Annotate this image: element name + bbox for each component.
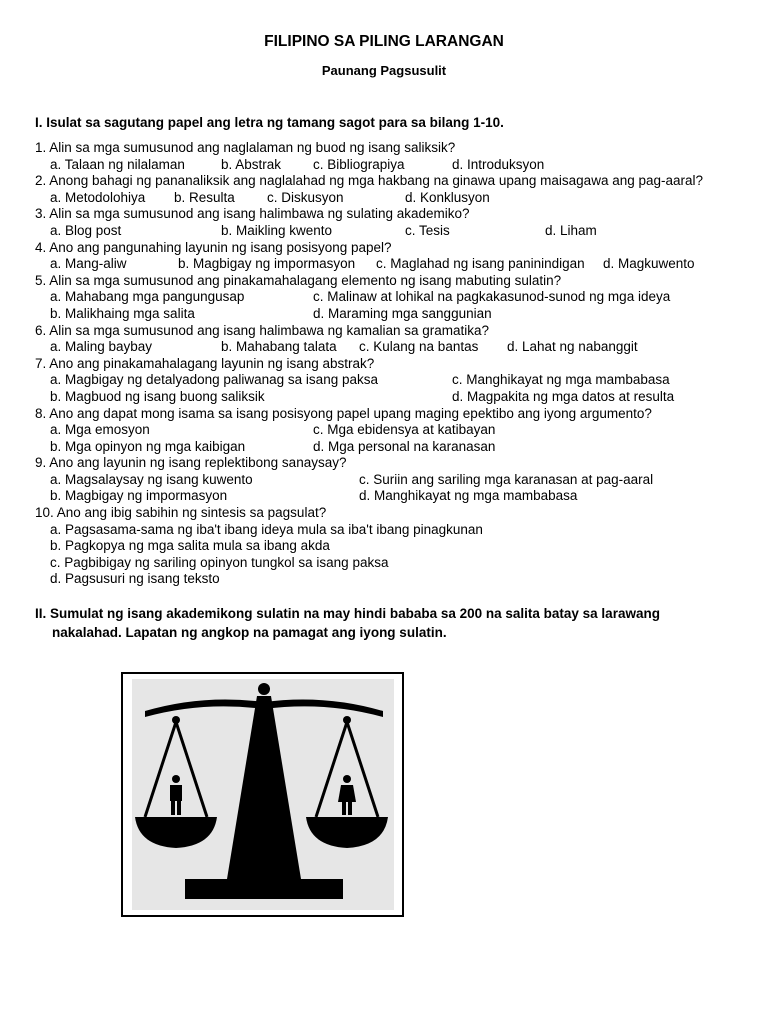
figure-frame [121,672,404,917]
choice-a: a. Maling baybay [50,339,153,355]
choice-b: b. Mahabang talata [221,339,337,355]
choices-row [35,339,755,356]
choice-d: d. Manghikayat ng mga mambabasa [359,488,578,504]
choice-d: d. Liham [545,222,597,238]
question-text: 8. Ano ang dapat mong isama sa isang posisyong papel upang maging epektibo ang iyong argumento? [35,405,652,421]
choice-b: b. Abstrak [221,156,282,172]
question-4 [35,240,755,257]
choice-a: a. Mga emosyon [50,422,150,438]
choice-d: d. Konklusyon [405,189,490,205]
question-text: 6. Alin sa mga sumusunod ang isang halimbawa ng kamalian sa gramatika? [35,322,490,338]
choices-row [35,488,755,505]
choice-c: c. Kulang na bantas [359,339,479,355]
choice-c: c. Maglahad ng isang paninindigan [376,256,585,272]
question-5 [35,273,755,290]
question-text: 4. Ano ang pangunahing layunin ng isang posisyong papel? [35,239,392,255]
choices-row [35,571,755,588]
choice-c: c. Suriin ang sariling mga karanasan at pag-aaral [359,471,654,487]
choice-d: d. Maraming mga sanggunian [313,305,492,321]
page-subtitle: Paunang Pagsusulit [321,63,447,78]
choice-c: c. Mga ebidensya at katibayan [313,422,496,438]
choices-row [35,472,755,489]
choice-a: a. Metodolohiya [50,189,146,205]
choices-row [35,157,755,174]
question-text: 3. Alin sa mga sumusunod ang isang halimbawa ng sulating akademiko? [35,206,470,222]
question-7 [35,356,755,373]
choice-a: a. Talaan ng nilalaman [50,156,185,172]
question-1 [35,140,755,157]
choices-row [35,555,755,572]
section1-instruction: I. Isulat sa sagutang papel ang letra ng tamang sagot para sa bilang 1-10. [35,115,504,130]
choice-b: b. Resulta [174,189,235,205]
choice-c: c. Diskusyon [267,189,344,205]
question-text: 7. Ano ang pinakamahalagang layunin ng isang abstrak? [35,355,375,371]
choices-row [35,522,755,539]
section2-line-2: nakalahad. Lapatan ng angkop na pamagat ang iyong sulatin. [52,625,447,640]
choices-row [35,306,755,323]
choice-a: a. Mang-aliw [50,256,127,272]
choice-d: d. Introduksyon [452,156,545,172]
question-9 [35,455,755,472]
choice-c: c. Bibliograpiya [313,156,405,172]
choice-b: b. Malikhaing mga salita [50,305,195,321]
choices-row [35,256,755,273]
choices-row [35,439,755,456]
choice-b: b. Maikling kwento [221,222,333,238]
choice-a: a. Magsalaysay ng isang kuwento [50,471,253,487]
question-2 [35,173,755,190]
choice-b: b. Mga opinyon ng mga kaibigan [50,438,246,454]
question-text: 10. Ano ang ibig sabihin ng sintesis sa pagsulat? [35,505,327,521]
choices-row [35,223,755,240]
question-10 [35,505,755,522]
question-6 [35,323,755,340]
choice-d: d. Pagsusuri ng isang teksto [50,571,220,587]
question-text: 5. Alin sa mga sumusunod ang pinakamahalagang elemento ng isang mabuting sulatin? [35,272,562,288]
section2-instruction [35,604,735,642]
choice-d: d. Magkuwento [603,256,695,272]
question-3 [35,206,755,223]
choice-c: c. Tesis [405,222,450,238]
choice-b: b. Magbuod ng isang buong saliksik [50,388,265,404]
question-8 [35,406,755,423]
question-list [35,140,755,588]
section2-line-1: II. Sumulat ng isang akademikong sulatin na may hindi bababa sa 200 na salita batay sa larawang [35,606,660,621]
choice-b: b. Magbigay ng impormasyon [178,256,356,272]
choices-row [35,538,755,555]
choice-d: d. Lahat ng nabanggit [507,339,638,355]
scale-of-justice-icon [123,674,402,915]
choice-b: b. Pagkopya ng mga salita mula sa ibang akda [50,538,330,554]
choice-a: a. Magbigay ng detalyadong paliwanag sa isang paksa [50,372,378,388]
choice-d: d. Mga personal na karanasan [313,438,496,454]
choice-a: a. Mahabang mga pangungusap [50,289,245,305]
choices-row [35,389,755,406]
choice-a: a. Pagsasama-sama ng iba't ibang ideya mula sa iba't ibang pinagkunan [50,521,483,537]
choices-row [35,372,755,389]
choices-row [35,289,755,306]
question-text: 9. Ano ang layunin ng isang replektibong sanaysay? [35,455,347,471]
choice-d: d. Magpakita ng mga datos at resulta [452,388,675,404]
choice-c: c. Pagbibigay ng sariling opinyon tungkol sa isang paksa [50,554,389,570]
choice-b: b. Magbigay ng impormasyon [50,488,228,504]
choices-row [35,422,755,439]
page-title: FILIPINO SA PILING LARANGAN [264,33,504,50]
question-text: 2. Anong bahagi ng pananaliksik ang naglalahad ng mga hakbang na ginawa upang maisagawa ang pag-aaral? [35,173,704,189]
choice-c: c. Malinaw at lohikal na pagkakasunod-sunod ng mga ideya [313,289,671,305]
question-text: 1. Alin sa mga sumusunod ang naglalaman ng buod ng isang saliksik? [35,140,456,155]
choices-row [35,190,755,207]
choice-a: a. Blog post [50,222,122,238]
choice-c: c. Manghikayat ng mga mambabasa [452,372,670,388]
